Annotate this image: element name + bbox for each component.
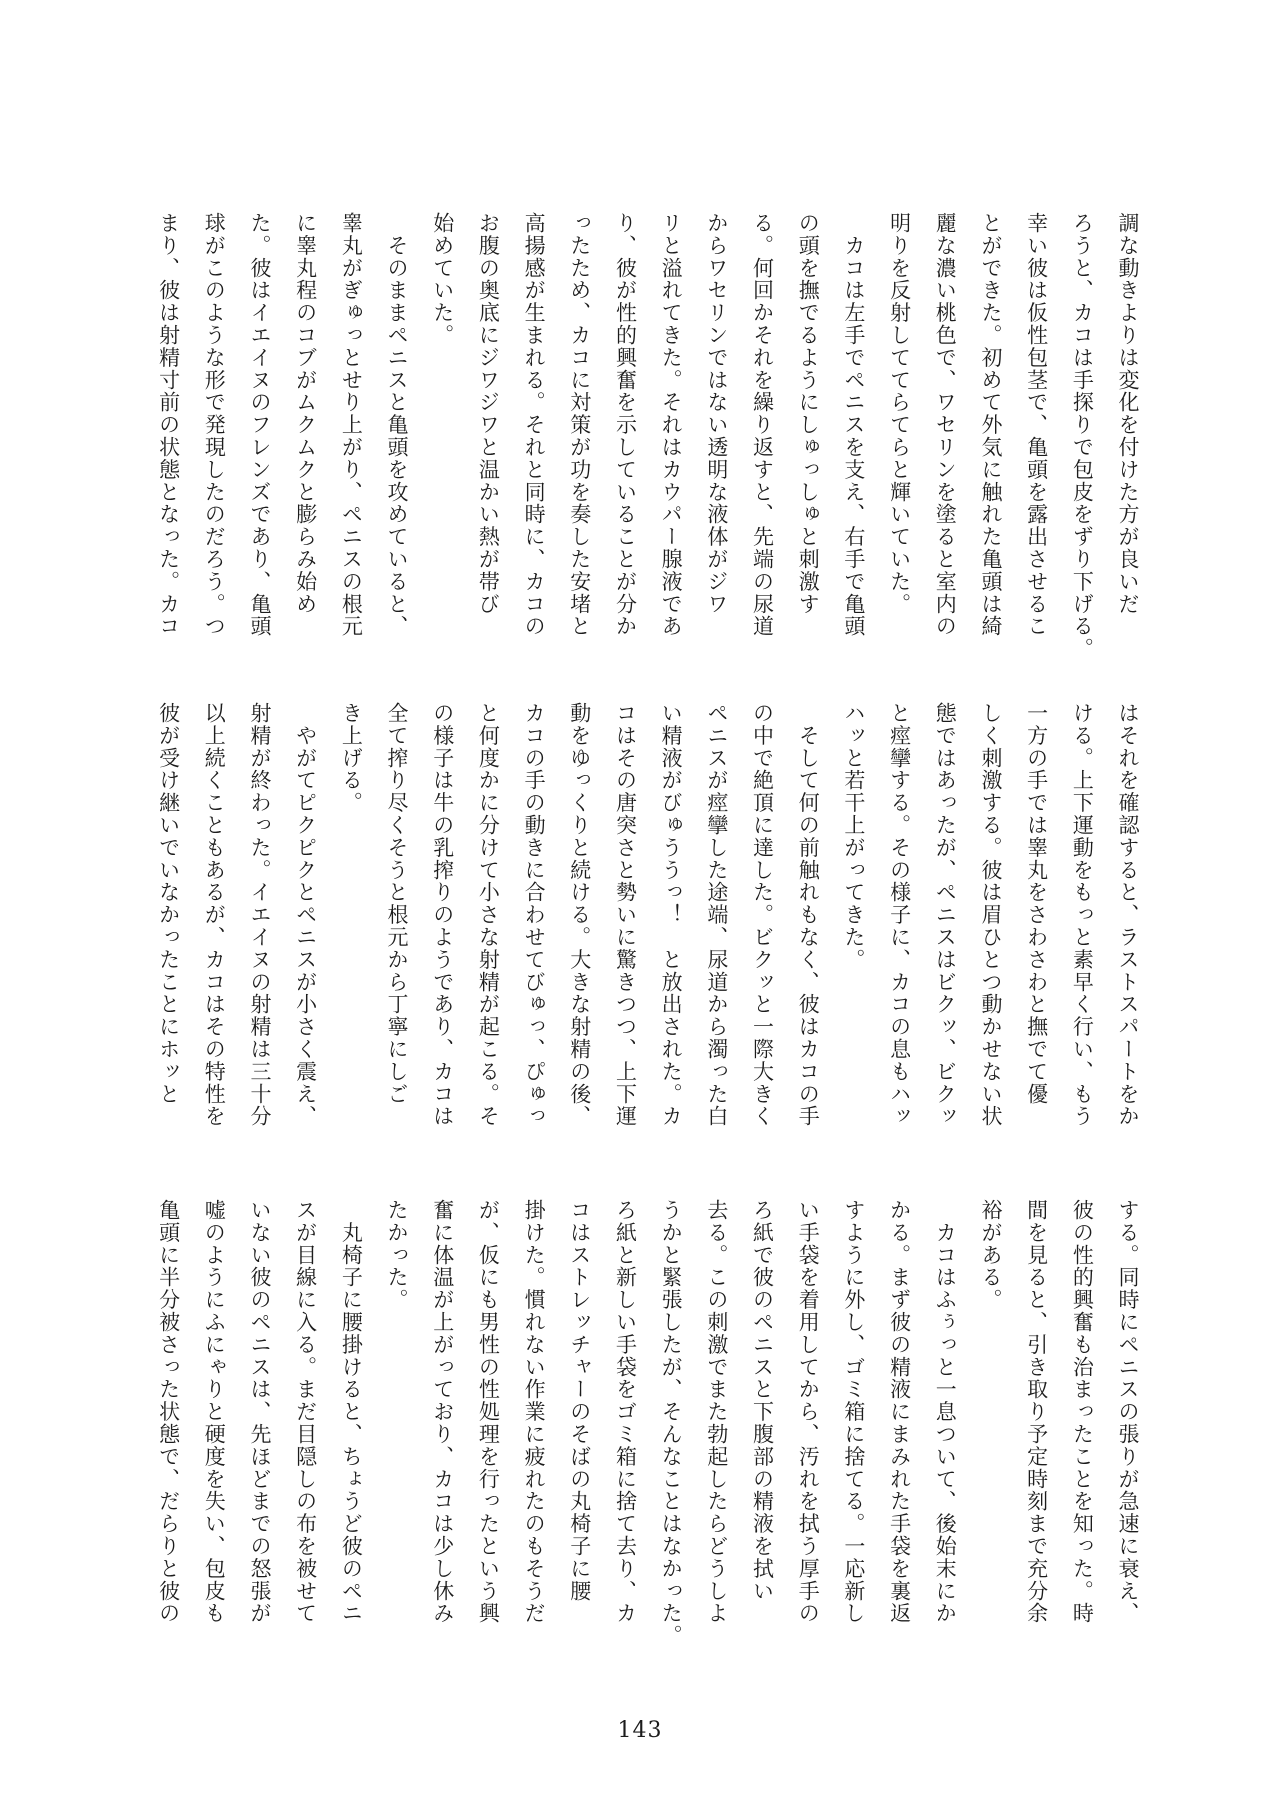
text-column: 奮に体温が上がっており、カコは少し休み <box>430 1199 455 1625</box>
text-column: カコの手の動きに合わせてびゅっ、ぴゅっ <box>522 702 547 1128</box>
page-number: 143 <box>617 1718 663 1743</box>
text-column: 丸椅子に腰掛けると、ちょうど彼のペニ <box>339 1199 364 1625</box>
text-column: うかと緊張したが、そんなことはなかった。 <box>659 1199 684 1647</box>
text-column: しく刺激する。彼は眉ひとつ動かせない状 <box>978 702 1003 1128</box>
text-column: ハッと若干上がってきた。 <box>841 702 866 971</box>
text-column: 動をゆっくりと続ける。大きな射精の後、 <box>567 702 592 1128</box>
text-column: 明りを反射しててらてらと輝いていた。 <box>887 212 912 616</box>
text-column: る。何回かそれを繰り返すと、先端の尿道 <box>750 212 775 638</box>
text-column: リと溢れてきた。それはカウパー腺液であ <box>659 212 684 638</box>
text-column: 亀頭に半分被さった状態で、だらりと彼の <box>156 1199 181 1625</box>
text-column: そして何の前触れもなく、彼はカコの手 <box>796 702 821 1128</box>
text-column: の様子は牛の乳搾りのようであり、カコは <box>430 702 455 1128</box>
text-column: まり、彼は射精寸前の状態となった。カコ <box>156 212 181 638</box>
text-column: り、彼が性的興奮を示していることが分か <box>613 212 638 638</box>
text-column: い手袋を着用してから、汚れを拭う厚手の <box>796 1199 821 1625</box>
text-column: 裕がある。 <box>978 1199 1003 1311</box>
text-column: カコはふぅっと一息ついて、後始末にか <box>933 1199 958 1625</box>
text-column: と何度かに分けて小さな射精が起こる。そ <box>476 702 501 1128</box>
text-column: コはその唐突さと勢いに驚きつつ、上下運 <box>613 702 638 1128</box>
text-column: に睾丸程のコブがムクムクと膨らみ始め <box>293 212 318 616</box>
text-band-top <box>144 212 1150 664</box>
text-column: の中で絶頂に達した。ビクッと一際大きく <box>750 702 775 1128</box>
text-column: 始めていた。 <box>430 212 455 347</box>
text-column: ったため、カコに対策が功を奏した安堵と <box>567 212 592 638</box>
text-column: 去る。この刺激でまた勃起したらどうしよ <box>704 1199 729 1625</box>
text-band-bottom <box>144 1199 1150 1651</box>
text-column: カコは左手でペニスを支え、右手で亀頭 <box>841 212 866 638</box>
text-column: 態ではあったが、ペニスはビクッ、ビクッ <box>933 702 958 1128</box>
text-column: い精液がびゅううっ！ と放出された。カ <box>659 702 684 1128</box>
text-column: そのままペニスと亀頭を攻めていると、 <box>385 212 409 638</box>
text-column: 幸い彼は仮性包茎で、亀頭を露出させるこ <box>1024 212 1049 638</box>
text-column: コはストレッチャーのそばの丸椅子に腰 <box>567 1199 592 1603</box>
text-column: 高揚感が生まれる。それと同時に、カコの <box>522 212 547 638</box>
text-column: 麗な濃い桃色で、ワセリンを塗ると室内の <box>933 212 958 638</box>
text-column: 彼の性的興奮も治まったことを知った。時 <box>1070 1199 1095 1625</box>
text-column: が、仮にも男性の性処理を行ったという興 <box>476 1199 501 1625</box>
text-column: スが目線に入る。まだ目隠しの布を被せて <box>293 1199 318 1625</box>
text-column: 彼が受け継いでいなかったことにホッと <box>156 702 181 1106</box>
text-column: と痙攣する。その様子に、カコの息もハッ <box>887 702 912 1128</box>
text-column: いない彼のペニスは、先ほどまでの怒張が <box>247 1199 272 1625</box>
text-column: ける。上下運動をもっと素早く行い、もう <box>1070 702 1095 1128</box>
text-column: 射精が終わった。イエイヌの射精は三十分 <box>247 702 272 1128</box>
text-column: ろうと、カコは手探りで包皮をずり下げる。 <box>1070 212 1095 660</box>
text-column: たかった。 <box>385 1199 409 1311</box>
text-column: ペニスが痙攣した途端、尿道から濁った白 <box>704 702 729 1128</box>
text-column: やがてピクピクとペニスが小さく震え、 <box>293 702 318 1128</box>
text-column: き上げる。 <box>339 702 364 814</box>
text-column: 調な動きよりは変化を付けた方が良いだ <box>1116 212 1140 616</box>
text-column: ろ紙で彼のペニスと下腹部の精液を拭い <box>750 1199 775 1603</box>
text-column: からワセリンではない透明な液体がジワ <box>704 212 729 616</box>
text-column: 掛けた。慣れない作業に疲れたのもそうだ <box>522 1199 547 1625</box>
text-column: 嘘のようにふにゃりと硬度を失い、包皮も <box>202 1199 227 1625</box>
text-column: 睾丸がぎゅっとせり上がり、ペニスの根元 <box>339 212 364 638</box>
text-column: する。同時にペニスの張りが急速に衰え、 <box>1116 1199 1140 1625</box>
text-column: はそれを確認すると、ラストスパートをか <box>1116 702 1140 1128</box>
text-column: お腹の奥底にジワジワと温かい熱が帯び <box>476 212 501 616</box>
text-column: 球がこのような形で発現したのだろう。つ <box>202 212 227 638</box>
text-column: ろ紙と新しい手袋をゴミ箱に捨て去り、カ <box>613 1199 638 1625</box>
text-column: 以上続くこともあるが、カコはその特性を <box>202 702 227 1128</box>
text-column: た。彼はイエイヌのフレンズであり、亀頭 <box>247 212 272 638</box>
text-column: 間を見ると、引き取り予定時刻まで充分余 <box>1024 1199 1049 1625</box>
text-column: 一方の手では睾丸をさわさわと撫でて優 <box>1024 702 1049 1106</box>
text-column: とができた。初めて外気に触れた亀頭は綺 <box>978 212 1003 638</box>
text-band-middle <box>144 702 1150 1154</box>
text-column: の頭を撫でるようにしゅっしゅと刺激す <box>796 212 821 616</box>
text-column: かる。まず彼の精液にまみれた手袋を裏返 <box>887 1199 912 1625</box>
text-column: すように外し、ゴミ箱に捨てる。一応新し <box>841 1199 866 1625</box>
text-column: 全て搾り尽くそうと根元から丁寧にしご <box>385 702 409 1106</box>
